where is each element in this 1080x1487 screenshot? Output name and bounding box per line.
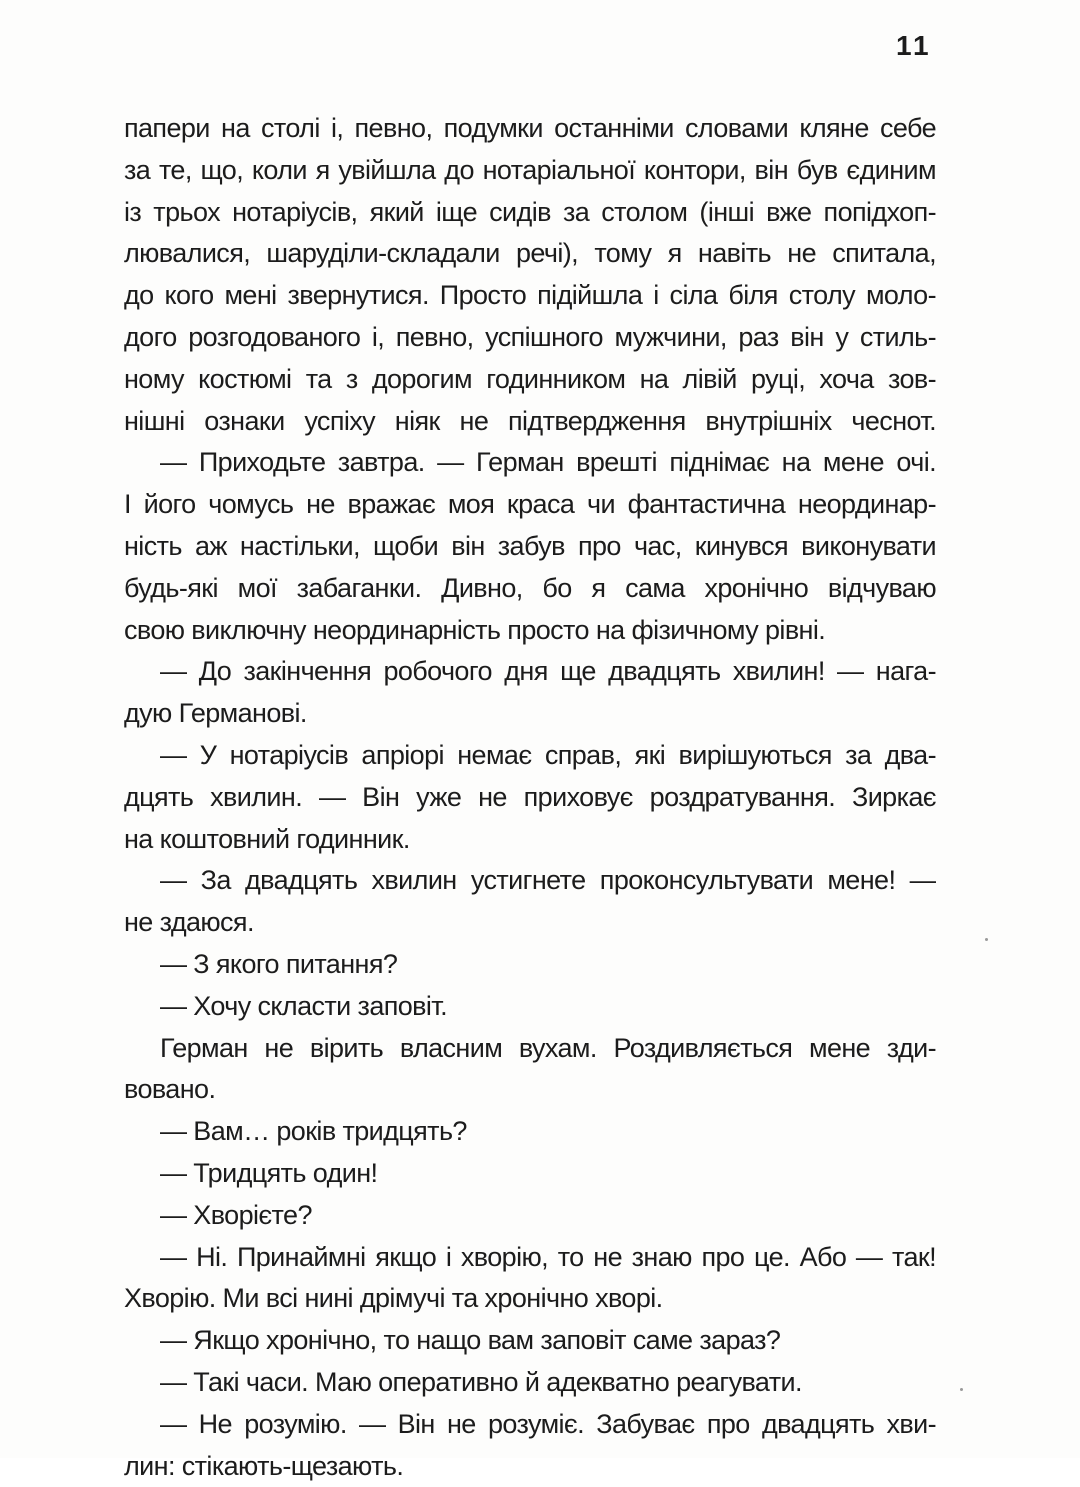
text-line: — Приходьте завтра. — Герман врешті піднімає на мене очі. — [124, 442, 936, 484]
text-line: — Такі часи. Маю оперативно й адекватно реагувати. — [124, 1362, 936, 1404]
text-line: за те, що, коли я увійшла до нотаріальної контори, він був єдиним — [124, 150, 936, 192]
text-line: Хворію. Ми всі нині дрімучі та хронічно хворі. — [124, 1278, 936, 1320]
text-line: — Ні. Принаймні якщо і хворію, то не знаю про це. Або — так! — [124, 1237, 936, 1279]
text-line: дого розгодованого і, певно, успішного мужчини, раз він у стиль- — [124, 317, 936, 359]
text-line: — За двадцять хвилин устигнете проконсультувати мене! — — [124, 860, 936, 902]
text-line: — Вам… років тридцять? — [124, 1111, 936, 1153]
text-line: Герман не вірить власним вухам. Роздивляється мене зди- — [124, 1028, 936, 1070]
text-line: вовано. — [124, 1069, 936, 1111]
text-line: дую Германові. — [124, 693, 936, 735]
text-line: — З якого питання? — [124, 944, 936, 986]
text-line: із трьох нотаріусів, який іще сидів за столом (інші вже попідхоп- — [124, 192, 936, 234]
text-line: свою виключну неординарність просто на фізичному рівні. — [124, 610, 936, 652]
text-line: папери на столі і, певно, подумки останніми словами кляне себе — [124, 108, 936, 150]
body-text — [124, 108, 936, 1487]
text-line: — У нотаріусів апріорі немає справ, які вирішуються за два- — [124, 735, 936, 777]
text-line: ність аж настільки, щоби він забув про час, кинувся виконувати — [124, 526, 936, 568]
text-line: — Тридцять один! — [124, 1153, 936, 1195]
scan-speck — [985, 938, 988, 941]
page-number: 11 — [896, 30, 932, 62]
text-line: нішні ознаки успіху ніяк не підтвердження внутрішніх чеснот. — [124, 401, 936, 443]
text-line: лювалися, шаруділи-складали речі), тому я навіть не спитала, — [124, 233, 936, 275]
text-line: ному костюмі та з дорогим годинником на лівій руці, хоча зов- — [124, 359, 936, 401]
text-line: до кого мені звернутися. Просто підійшла і сіла біля столу моло- — [124, 275, 936, 317]
text-line: лин: стікають-щезають. — [124, 1446, 936, 1487]
text-line: І його чомусь не вражає моя краса чи фантастична неординар- — [124, 484, 936, 526]
text-line: — Не розумію. — Він не розуміє. Забуває про двадцять хви- — [124, 1404, 936, 1446]
scan-speck — [960, 1388, 963, 1391]
text-line: — Якщо хронічно, то нащо вам заповіт саме зараз? — [124, 1320, 936, 1362]
text-line: будь-які мої забаганки. Дивно, бо я сама хронічно відчуваю — [124, 568, 936, 610]
text-line: — Хочу скласти заповіт. — [124, 986, 936, 1028]
text-line: не здаюся. — [124, 902, 936, 944]
text-line: — Хворієте? — [124, 1195, 936, 1237]
text-line: дцять хвилин. — Він уже не приховує роздратування. Зиркає — [124, 777, 936, 819]
text-line: на коштовний годинник. — [124, 819, 936, 861]
text-line: — До закінчення робочого дня ще двадцять хвилин! — нага- — [124, 651, 936, 693]
